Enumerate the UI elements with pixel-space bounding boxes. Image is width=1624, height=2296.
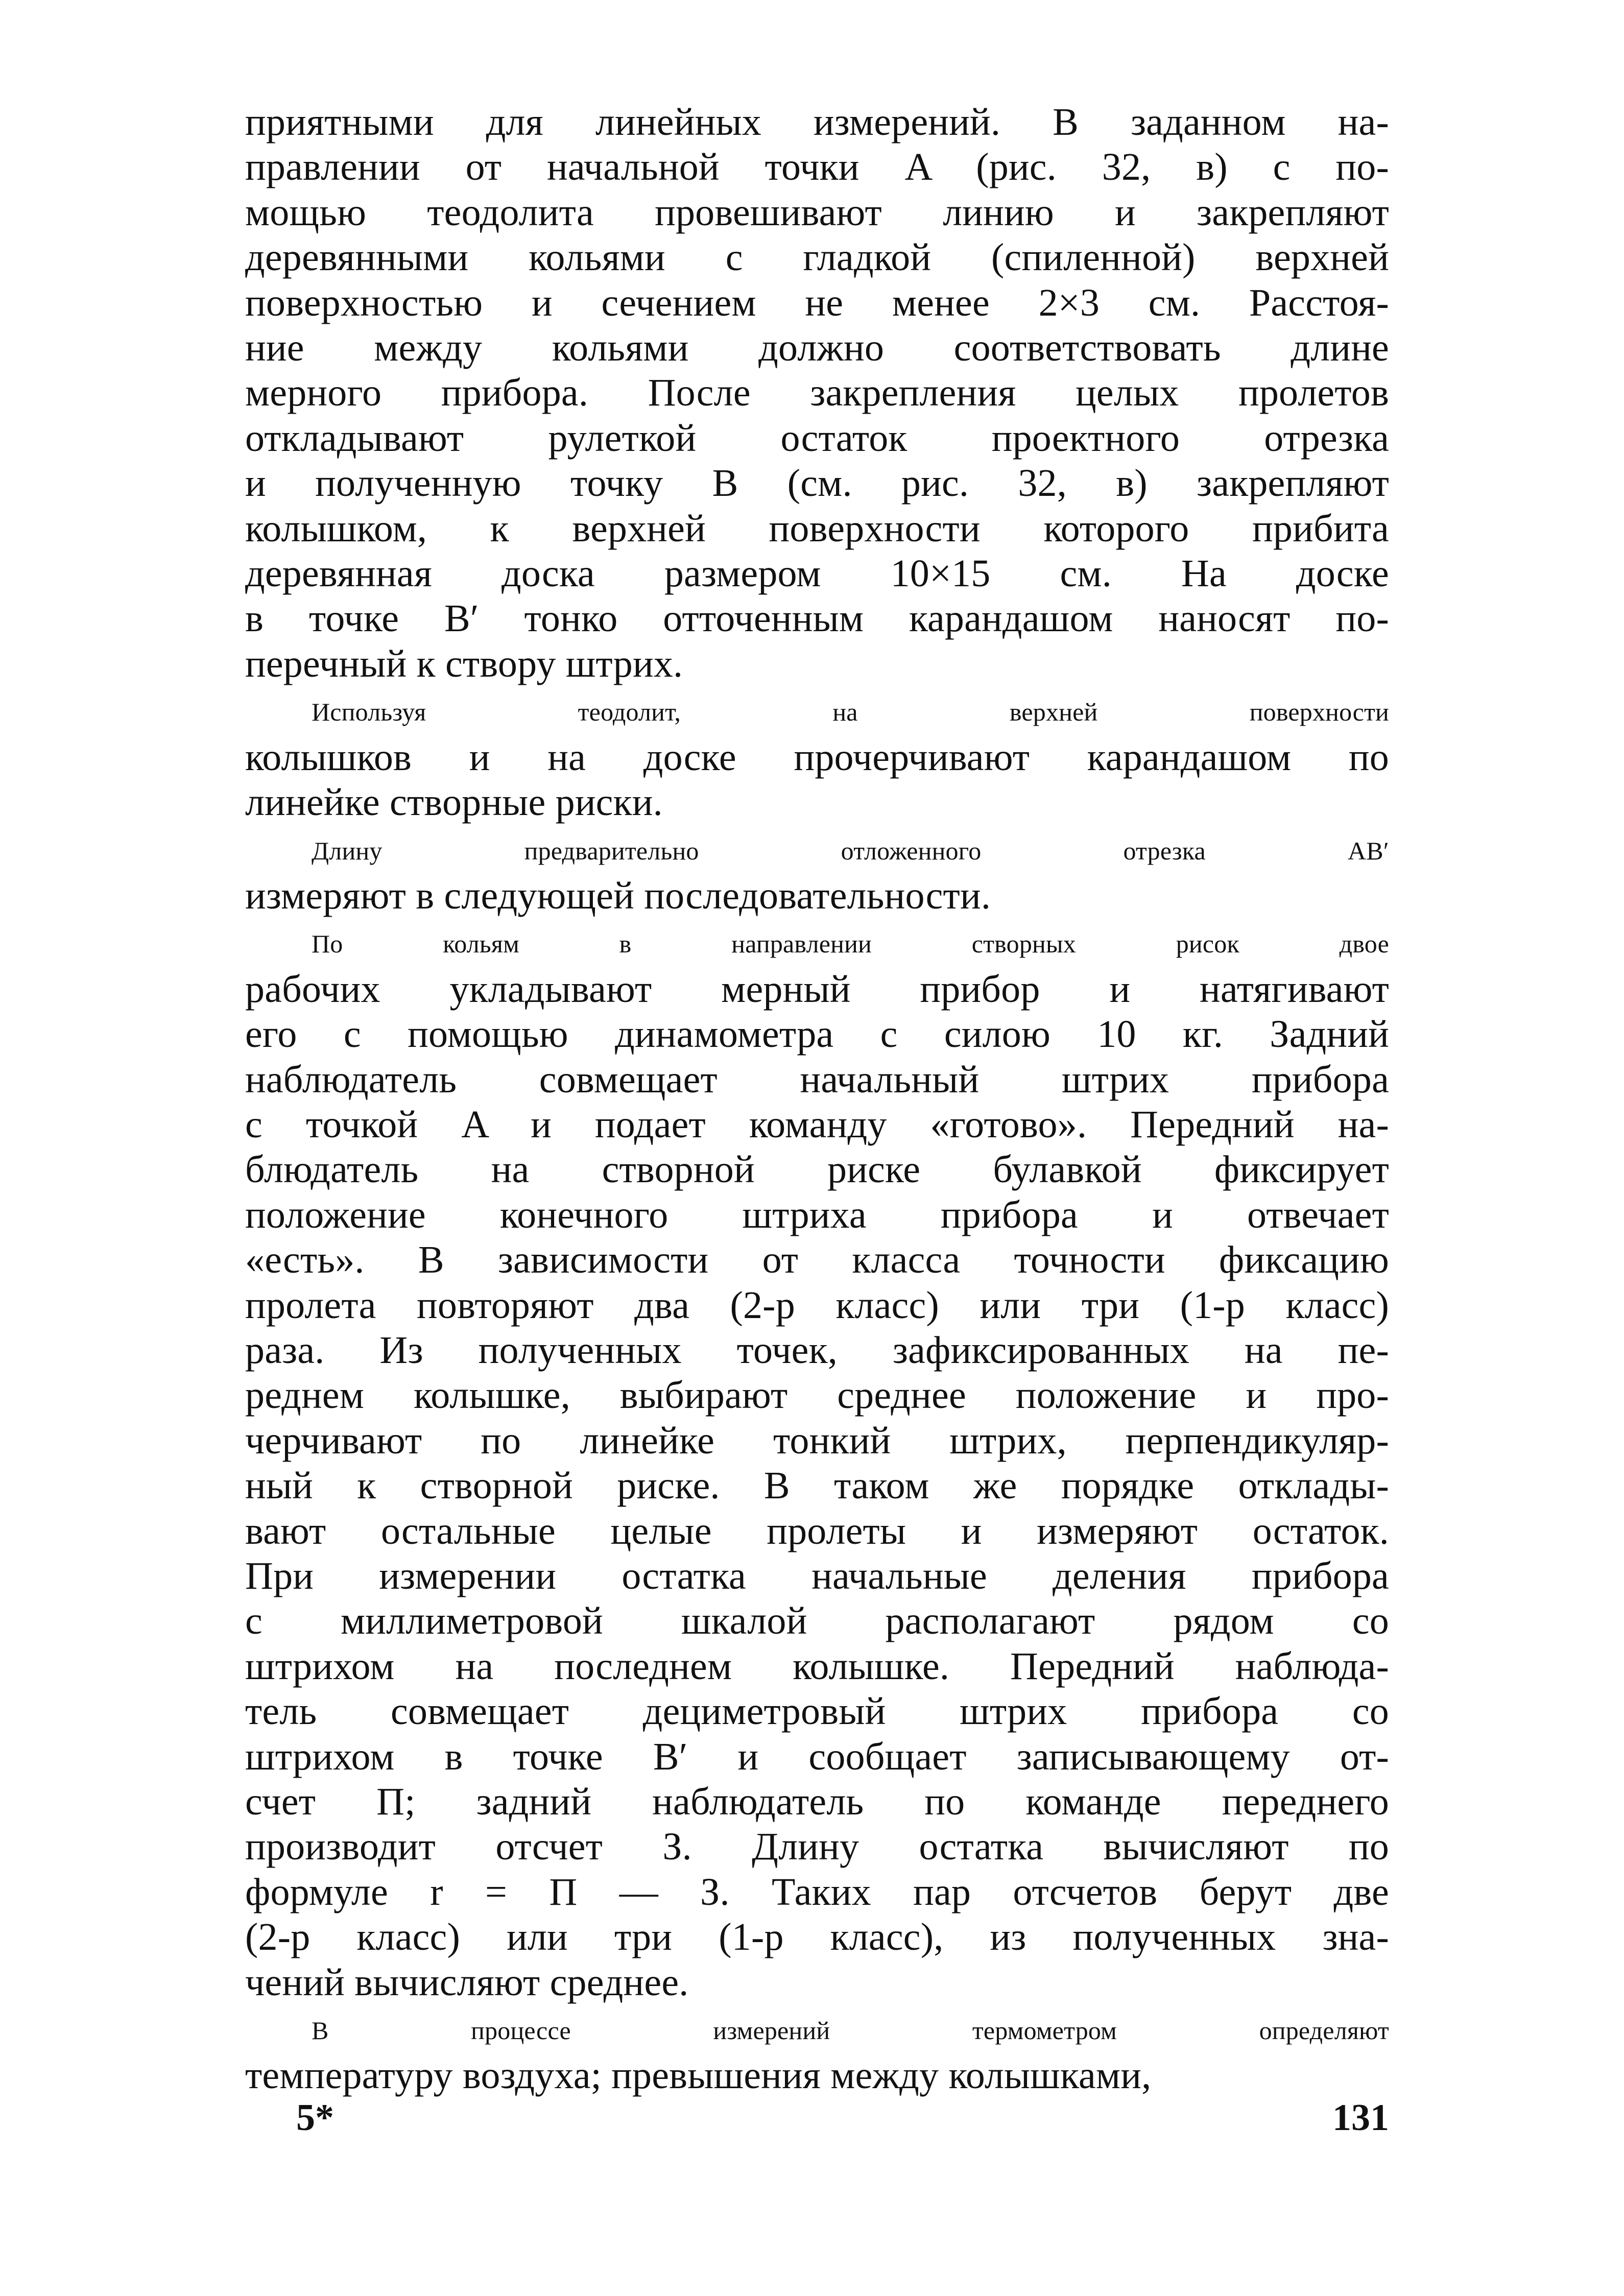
text-line: вают остальные целые пролеты и измеряют остаток.: [245, 1509, 1389, 1552]
text-line: его с помощью динамометра с силою 10 кг. Задний: [245, 1013, 1389, 1056]
text-line: При измерении остатка начальные деления прибора: [245, 1554, 1389, 1597]
text-line: (2-р класс) или три (1-р класс), из полученных зна-: [245, 1916, 1389, 1959]
text-line: мощью теодолита провешивают линию и закрепляют: [245, 190, 1389, 234]
text-line: Используя теодолит, на верхней поверхности: [312, 698, 1389, 727]
text-line: поверхностью и сечением не менее 2×3 см. Расстоя-: [245, 281, 1389, 324]
text-line: в точке B′ тонко отточенным карандашом наносят по-: [245, 597, 1389, 640]
text-line: По кольям в направлении створных рисок двое: [312, 929, 1389, 959]
text-line: с миллиметровой шкалой располагают рядом со: [245, 1599, 1389, 1643]
body-text: [245, 100, 1389, 2098]
text-line: мерного прибора. После закрепления целых пролетов: [245, 371, 1389, 415]
text-line: штрихом в точке B′ и сообщает записывающему от-: [245, 1735, 1389, 1778]
text-line: температуру воздуха; превышения между колышками,: [245, 2054, 1152, 2097]
text-line: формуле r = П — З. Таких пар отсчетов берут две: [245, 1870, 1389, 1914]
text-line: рабочих укладывают мерный прибор и натягивают: [245, 967, 1389, 1011]
text-line: производит отсчет З. Длину остатка вычисляют по: [245, 1825, 1389, 1869]
text-line: линейке створные риски.: [245, 781, 663, 824]
text-line: деревянными кольями с гладкой (спиленной) верхней: [245, 236, 1389, 279]
text-line: колышков и на доске прочерчивают карандашом по: [245, 735, 1389, 779]
text-line: блюдатель на створной риске булавкой фиксирует: [245, 1148, 1389, 1191]
text-line: «есть». В зависимости от класса точности фиксацию: [245, 1238, 1389, 1282]
text-line: ный к створной риске. В таком же порядке отклады-: [245, 1464, 1389, 1508]
text-line: черчивают по линейке тонкий штрих, перпендикуляр-: [245, 1419, 1389, 1462]
paragraph: [245, 2008, 1389, 2098]
text-line: откладывают рулеткой остаток проектного отрезка: [245, 416, 1389, 460]
text-line: тель совмещает дециметровый штрих прибора со: [245, 1690, 1389, 1733]
text-line: положение конечного штриха прибора и отвечает: [245, 1193, 1389, 1236]
text-line: реднем колышке, выбирают среднее положение и про-: [245, 1374, 1389, 1417]
paragraph: [245, 689, 1389, 825]
paragraph: [245, 921, 1389, 2005]
text-line: счет П; задний наблюдатель по команде переднего: [245, 1780, 1389, 1824]
page-footer: [245, 2096, 1389, 2147]
text-line: наблюдатель совмещает начальный штрих прибора: [245, 1058, 1389, 1101]
text-line: приятными для линейных измерений. В заданном на-: [245, 101, 1389, 144]
text-line: колышком, к верхней поверхности которого прибита: [245, 507, 1389, 550]
text-line: ние между кольями должно соответствовать длине: [245, 326, 1389, 370]
text-line: Длину предварительно отложенного отрезка AB′: [312, 836, 1389, 865]
text-line: измеряют в следующей последовательности.: [245, 874, 991, 917]
text-line: и полученную точку B (см. рис. 32, в) закрепляют: [245, 462, 1389, 505]
text-line: штрихом на последнем колышке. Передний наблюда-: [245, 1644, 1389, 1688]
text-line: пролета повторяют два (2-р класс) или три (1-р класс): [245, 1283, 1389, 1327]
text-line: с точкой A и подает команду «готово». Передний на-: [245, 1103, 1389, 1146]
text-line: В процессе измерений термометром определяют: [312, 2016, 1389, 2045]
paragraph: [245, 100, 1389, 686]
text-line: раза. Из полученных точек, зафиксированных на пе-: [245, 1328, 1389, 1372]
paragraph: [245, 828, 1389, 919]
text-line: правлении от начальной точки A (рис. 32, в) с по-: [245, 146, 1389, 189]
text-line: деревянная доска размером 10×15 см. На доске: [245, 552, 1389, 595]
signature-mark: 5*: [296, 2097, 334, 2139]
text-line: перечный к створу штрих.: [245, 642, 683, 685]
text-line: чений вычисляют среднее.: [245, 1960, 689, 2004]
page-number: 131: [1332, 2097, 1389, 2139]
